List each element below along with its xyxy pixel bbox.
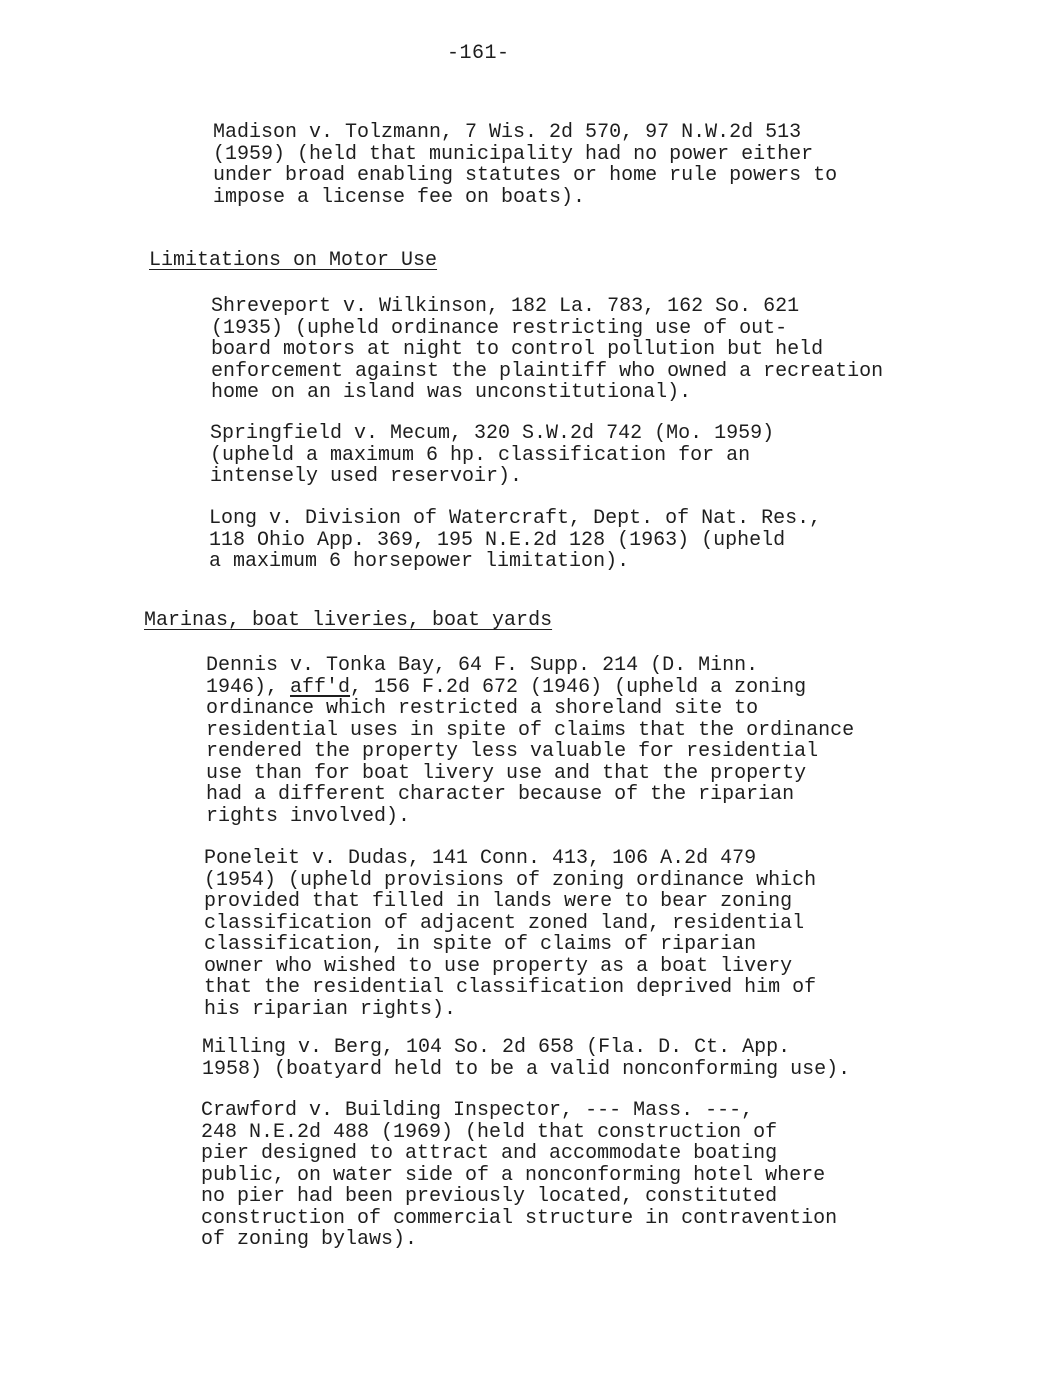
case-entry-crawford	[201, 1100, 837, 1251]
section-heading-marinas: Marinas, boat liveries, boat yards	[144, 609, 553, 632]
entry-line: Crawford v. Building Inspector, --- Mass. ---,	[201, 1099, 754, 1122]
entry-line: residential uses in spite of claims that the ordinance	[206, 718, 855, 742]
entry-line: Shreveport v. Wilkinson, 182 La. 783, 162 So. 621	[211, 295, 800, 318]
entry-line: 118 Ohio App. 369, 195 N.E.2d 128 (1963) (upheld	[209, 528, 786, 552]
entry-line: 1958) (boatyard held to be a valid nonconforming use).	[202, 1057, 851, 1081]
entry-line: that the residential classification deprived him of	[204, 976, 817, 999]
entry-line: under broad enabling statutes or home rule powers to	[213, 164, 838, 187]
case-entry-madison	[213, 122, 837, 208]
entry-line: provided that filled in lands were to bear zoning	[204, 890, 793, 913]
entry-line: intensely used reservoir).	[210, 465, 523, 488]
case-entry-long	[209, 508, 821, 573]
affd-citation-signal: aff'd	[290, 675, 351, 699]
entry-line: impose a license fee on boats).	[213, 185, 586, 209]
entry-line: (upheld a maximum 6 hp. classification for an	[210, 443, 751, 467]
case-entry-dennis	[206, 655, 854, 827]
entry-line: pier designed to attract and accommodate boating	[201, 1142, 778, 1165]
entry-line: construction of commercial structure in contravention	[201, 1206, 838, 1230]
entry-line: use than for boat livery use and that the property	[206, 761, 807, 785]
entry-line: (1954) (upheld provisions of zoning ordinance which	[204, 868, 817, 892]
entry-line: 248 N.E.2d 488 (1969) (held that construction of	[201, 1120, 778, 1144]
entry-line: rendered the property less valuable for residential	[206, 740, 819, 763]
entry-line: had a different character because of the riparian	[206, 783, 795, 806]
entry-line: a maximum 6 horsepower limitation).	[209, 550, 630, 573]
entry-line: (1959) (held that municipality had no power either	[213, 142, 814, 166]
entry-line: Milling v. Berg, 104 So. 2d 658 (Fla. D. Ct. App.	[202, 1036, 791, 1059]
entry-line: (1935) (upheld ordinance restricting use of out-	[211, 316, 788, 340]
entry-line-part: , 156 F.2d 672 (1946) (upheld a zoning	[350, 675, 807, 699]
entry-line: no pier had been previously located, constituted	[201, 1185, 778, 1208]
entry-line: board motors at night to control pollution but held	[211, 338, 824, 361]
entry-line: owner who wished to use property as a boat livery	[204, 954, 793, 978]
entry-line-part: 1946),	[206, 675, 291, 699]
entry-line: classification, in spite of claims of riparian	[204, 933, 757, 956]
entry-line: of zoning bylaws).	[201, 1228, 418, 1251]
entry-line: Springfield v. Mecum, 320 S.W.2d 742 (Mo. 1959)	[210, 422, 775, 445]
entry-line: enforcement against the plaintiff who owned a recreation	[211, 359, 884, 383]
case-entry-milling	[202, 1037, 850, 1080]
entry-line: home on an island was unconstitutional).	[211, 381, 692, 404]
section-heading-motor-use: Limitations on Motor Use	[149, 249, 438, 272]
case-entry-shreveport	[211, 296, 883, 404]
page-number: -161-	[447, 42, 510, 65]
entry-line: his riparian rights).	[204, 997, 457, 1021]
case-entry-springfield	[210, 423, 774, 488]
case-entry-poneleit	[204, 848, 816, 1020]
entry-line: Madison v. Tolzmann, 7 Wis. 2d 570, 97 N.W.2d 513	[213, 121, 802, 144]
entry-line: Long v. Division of Watercraft, Dept. of Nat. Res.,	[209, 507, 822, 530]
entry-line: rights involved).	[206, 804, 411, 828]
entry-line: ordinance which restricted a shoreland site to	[206, 697, 759, 720]
entry-line: public, on water side of a nonconforming hotel where	[201, 1163, 826, 1187]
entry-line: Poneleit v. Dudas, 141 Conn. 413, 106 A.2d 479	[204, 847, 757, 870]
entry-line	[206, 676, 806, 699]
entry-line: classification of adjacent zoned land, residential	[204, 911, 805, 935]
entry-line: Dennis v. Tonka Bay, 64 F. Supp. 214 (D. Minn.	[206, 654, 759, 677]
